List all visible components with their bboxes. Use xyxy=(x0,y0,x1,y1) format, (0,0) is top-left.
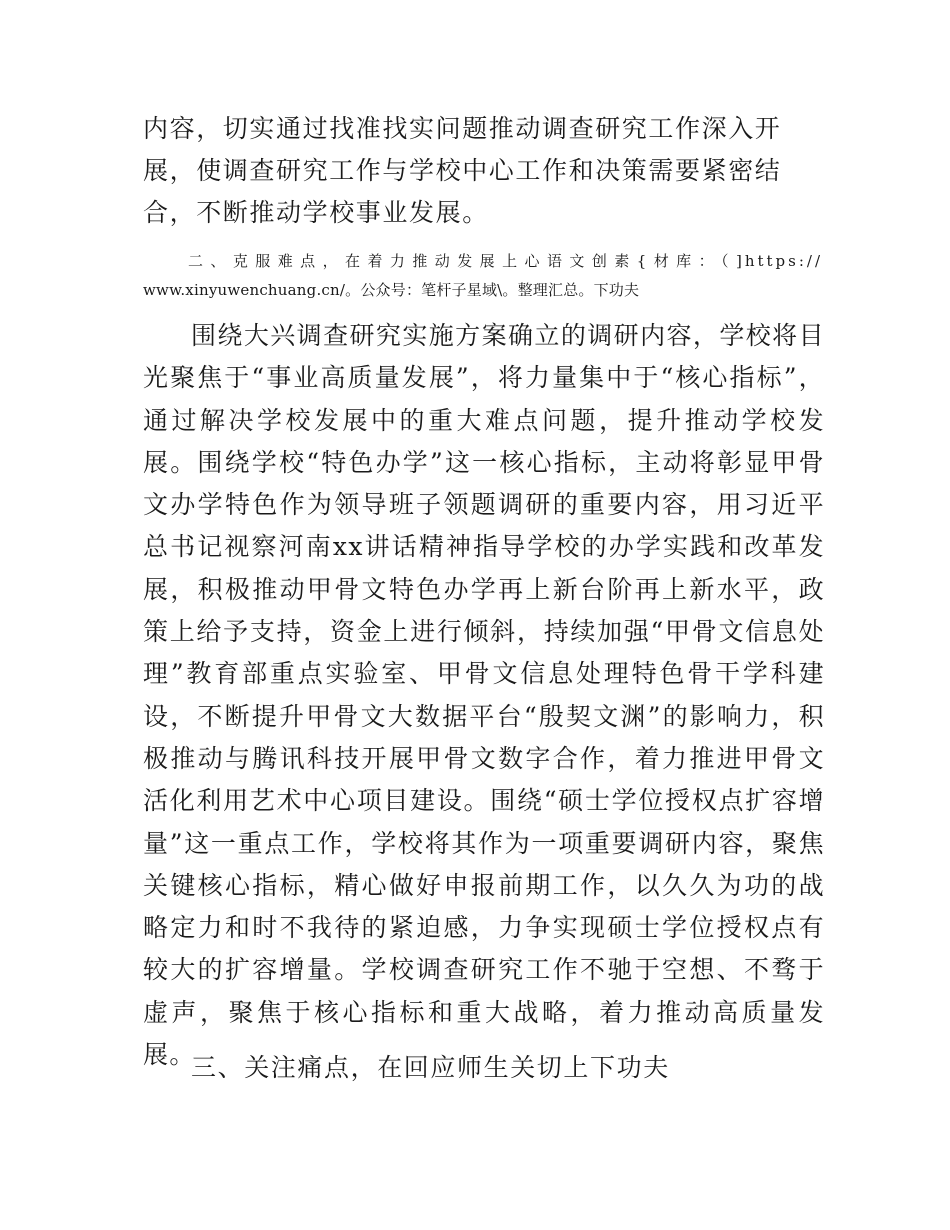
section-two-heading xyxy=(143,247,823,305)
top-paragraph: 内容，切实通过找准找实问题推动调查研究工作深入开展，使调查研究工作与学校中心工作和决策需要紧密结合，不断推动学校事业发展。 xyxy=(143,114,782,227)
section-two-heading-line2: www.xinyuwenchuang.cn/。公众号：笔杆子星域\。整理汇总。下功夫 xyxy=(143,281,640,299)
main-paragraph: 围绕大兴调查研究实施方案确立的调研内容，学校将目光聚焦于“事业高质量发展”，将力量集中于“核心指标”，通过解决学校发展中的重大难点问题，提升推动学校发展。围绕学校“特色办学”这一核心指标，主动将彰显甲骨文办学特色作为领导班子领题调研的重要内容，用习近平总书记视察河南xx讲话精神指导学校的办学实践和改革发展，积极推动甲骨文特色办学再上新台阶再上新水平，政策上给予支持，资金上进行倾斜，持续加强“甲骨文信息处理”教育部重点实验室、甲骨文信息处理特色骨干学科建设，不断提升甲骨文大数据平台“殷契文渊”的影响力，积极推动与腾讯科技开展甲骨文数字合作，着力推进甲骨文活化利用艺术中心项目建设。围绕“硕士学位授权点扩容增量”这一重点工作，学校将其作为一项重要调研内容，聚焦关键核心指标，精心做好申报前期工作，以久久为功的战略定力和时不我待的紧迫感，力争实现硕士学位授权点有较大的扩容增量。学校调查研究工作不驰于空想、不骛于虚声，聚焦于核心指标和重大战略，着力推动高质量发展。 xyxy=(143,321,825,1070)
section-three-heading: 三、关注痛点，在回应师生关切上下功夫 xyxy=(191,1053,670,1082)
section-two-heading-line1: 二、克服难点，在着力推动发展上心语文创素{材库：（]https:// xyxy=(188,252,823,270)
